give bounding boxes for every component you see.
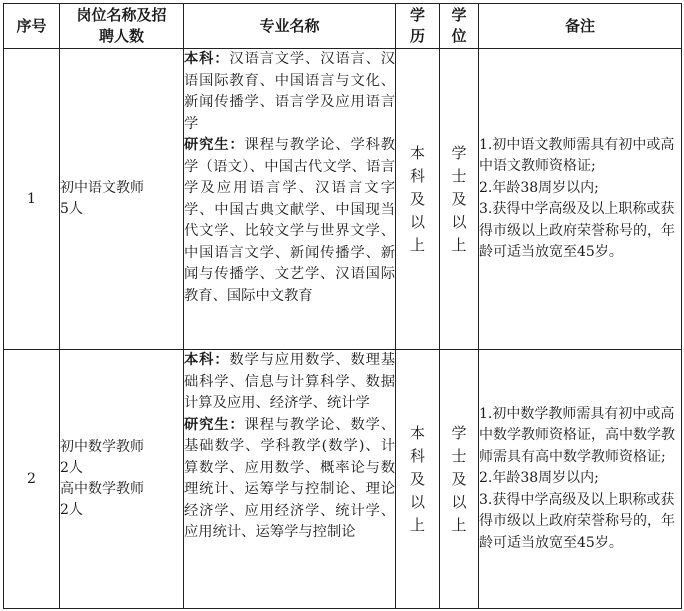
header-education-line2: 历 <box>409 27 425 45</box>
remark-item: 2.年龄38周岁以内; <box>479 470 599 487</box>
post-cell <box>60 350 184 609</box>
degree-cell <box>440 49 479 350</box>
post-line: 高中数学教师 <box>60 481 144 497</box>
education-cell <box>396 350 440 609</box>
post-line: 初中语文教师 <box>60 180 144 196</box>
header-major: 专业名称 <box>184 4 396 49</box>
table-row <box>4 350 682 609</box>
post-line: 2人 <box>60 460 83 476</box>
header-education-line1: 学 <box>409 6 425 24</box>
header-education <box>396 4 440 49</box>
table-row <box>4 49 682 350</box>
graduate-majors: 课程与教学论、数学、基础数学、学科教学(数学)、计算数学、应用数学、概率论与数理统计、运筹学与控制论、理论经济学、应用经济学、统计学、应用统计、运筹学与控制论 <box>184 416 396 540</box>
post-line: 2人 <box>60 502 83 518</box>
remark-cell <box>479 350 682 609</box>
header-index: 序号 <box>4 4 60 49</box>
remark-item: 2.年龄38周岁以内; <box>479 179 599 196</box>
recruitment-table <box>3 3 682 609</box>
post-cell <box>60 49 184 350</box>
undergrad-majors: 数学与应用数学、数理基础科学、信息与计算科学、数据计算及应用、经济学、统计学 <box>184 352 396 411</box>
education-value: 本科及以上 <box>409 143 425 254</box>
graduate-label: 研究生： <box>184 137 245 153</box>
header-post-line1: 岗位名称及招 <box>76 6 167 24</box>
graduate-majors: 课程与教学论、学科教学（语文）、中国古代文学、语言学及应用语言学、汉语言文字学、中国古典文献学、中国现当代文学、比较文学与世界文学、中国语言文学、新闻传播学、新闻与传播学、文艺学、汉语国际教育、国际中文教育 <box>184 137 396 304</box>
remark-item: 3.获得中学高级及以上职称或获得市级以上政府荣誉称号的，年龄可适当放宽至45岁。 <box>479 491 675 551</box>
header-degree-line2: 位 <box>451 27 467 45</box>
education-cell <box>396 49 440 350</box>
header-degree <box>440 4 479 49</box>
remark-cell <box>479 49 682 350</box>
graduate-label: 研究生： <box>184 416 245 433</box>
undergrad-label: 本科： <box>184 51 230 67</box>
remark-item: 1.初中数学教师需具有初中或高中数学教师资格证，高中数学教师需具有高中数学教师资格证; <box>479 405 675 465</box>
row-index: 1 <box>4 49 60 350</box>
remark-item: 1.初中语文教师需具有初中或高中语文教师资格证; <box>479 136 675 174</box>
degree-value: 学士及以上 <box>451 423 467 534</box>
degree-value: 学士及以上 <box>451 143 467 254</box>
header-post-line2: 聘人数 <box>98 27 144 45</box>
degree-cell <box>440 350 479 609</box>
header-row <box>4 4 682 49</box>
post-line: 初中数学教师 <box>60 439 144 455</box>
undergrad-label: 本科： <box>184 352 230 368</box>
post-line: 5人 <box>60 201 83 217</box>
undergrad-majors: 汉语言文学、汉语言、汉语国际教育、中国语言与文化、新闻传播学、语言学及应用语言学 <box>184 51 396 132</box>
major-cell <box>184 49 396 350</box>
education-value: 本科及以上 <box>409 423 425 534</box>
header-post <box>60 4 184 49</box>
header-remark: 备注 <box>479 4 682 49</box>
remark-item: 3.获得中学高级及以上职称或获得市级以上政府荣誉称号的，年龄可适当放宽至45岁。 <box>479 201 675 260</box>
major-cell <box>184 350 396 609</box>
row-index: 2 <box>4 350 60 609</box>
header-degree-line1: 学 <box>451 6 467 24</box>
